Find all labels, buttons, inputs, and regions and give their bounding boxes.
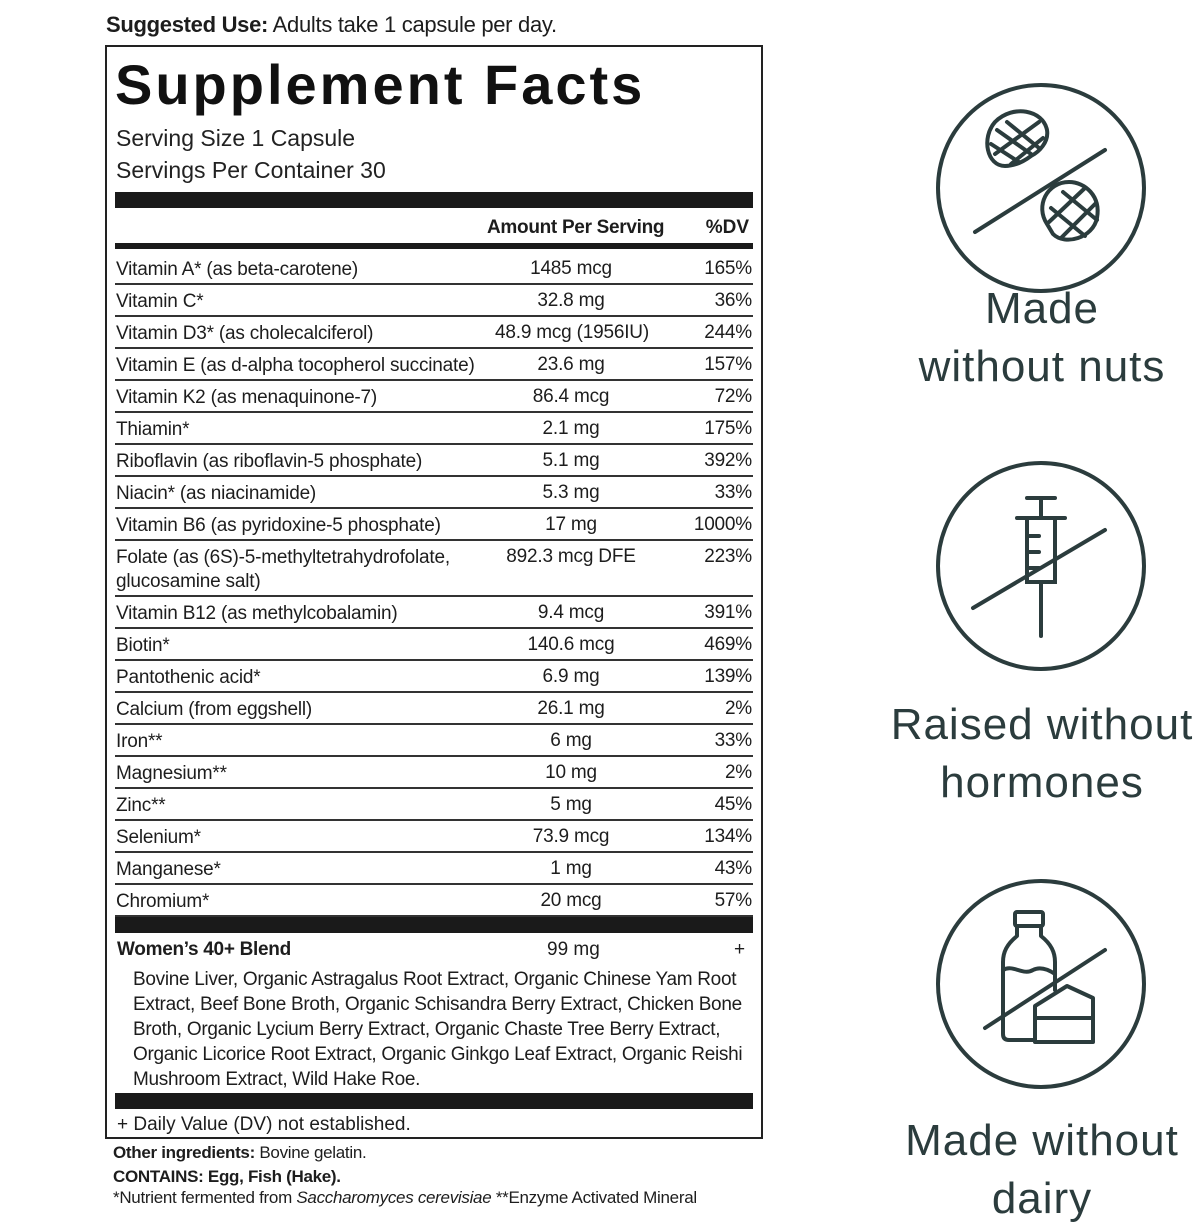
nutrient-dv: 175% [704, 418, 752, 439]
nutrient-row [115, 725, 753, 757]
nutrient-dv: 392% [704, 450, 752, 471]
nutrient-dv: 139% [704, 666, 752, 687]
nutrient-amount: 9.4 mcg [537, 602, 605, 623]
nutrient-amount: 6 mg [550, 730, 592, 751]
dv-footnote: + Daily Value (DV) not established. [117, 1114, 411, 1135]
nutrient-dv: 165% [704, 258, 752, 279]
nutrient-dv: 134% [704, 826, 752, 847]
nutrient-dv: 2% [724, 762, 752, 783]
nutrient-name: Niacin* (as niacinamide) [116, 483, 317, 504]
nutrient-name: Vitamin E (as d-alpha tocopherol succinate) [116, 355, 475, 376]
divider-bar [115, 917, 753, 933]
nutrient-name: Vitamin C* [116, 291, 204, 312]
no-hormones-icon [935, 460, 1147, 672]
nutrient-amount: 32.8 mg [537, 290, 605, 311]
nutrient-name: Magnesium** [116, 763, 227, 784]
nutrient-amount: 5.3 mg [542, 482, 600, 503]
suggested-use [106, 12, 557, 38]
nutrient-row [115, 693, 753, 725]
nutrient-row [115, 349, 753, 381]
nutrient-name: Selenium* [116, 827, 201, 848]
blend-name: Women’s 40+ Blend [117, 939, 291, 960]
blend-ingredients: Bovine Liver, Organic Astragalus Root Extract, Organic Chinese Yam Root Extract, Beef Bone Broth, Organic Schisandra Berry Extract, Chicken Bone Broth, Organic Lycium Berry Extract, Organic Chaste Tree Berry Extract, Organic Licorice Root Extract, Organic Ginkgo Leaf Extract, Organic Reishi Mushroom Extract, Wild Hake Roe. [133, 969, 743, 1090]
divider-bar [115, 243, 753, 249]
nutrient-amount: 23.6 mg [537, 354, 605, 375]
nutrient-name: Riboflavin (as riboflavin-5 phosphate) [116, 451, 423, 472]
allergen-contains: CONTAINS: Egg, Fish (Hake). [113, 1167, 341, 1186]
divider-bar [115, 1093, 753, 1109]
nutrient-amount: 1 mg [550, 858, 592, 879]
nutrient-row [115, 541, 753, 597]
nutrient-name: Chromium* [116, 891, 210, 912]
fine-print-suffix: **Enzyme Activated Mineral [495, 1188, 697, 1207]
nutrient-amount: 10 mg [545, 762, 597, 783]
fine-print-organism: Saccharomyces cerevisiae [296, 1188, 492, 1207]
nutrient-row [115, 285, 753, 317]
nutrient-name: Vitamin D3* (as cholecalciferol) [116, 323, 374, 344]
no-nuts-icon [935, 82, 1147, 294]
nutrient-name: Vitamin K2 (as menaquinone-7) [116, 387, 378, 408]
nutrient-name: Vitamin B12 (as methylcobalamin) [116, 603, 398, 624]
badge-label: Raised without hormones [890, 700, 1194, 807]
nutrient-amount: 5 mg [550, 794, 592, 815]
nutrient-dv: 391% [704, 602, 752, 623]
nutrient-name: Thiamin* [116, 419, 190, 440]
nutrient-name: Biotin* [116, 635, 170, 656]
nutrient-row [115, 445, 753, 477]
nutrient-row [115, 629, 753, 661]
nutrient-name: Calcium (from eggshell) [116, 699, 313, 720]
supplement-facts-panel [105, 45, 763, 1139]
nutrient-dv: 469% [704, 634, 752, 655]
no-dairy-icon [935, 878, 1147, 1090]
nutrient-dv: 57% [714, 890, 752, 911]
nutrient-amount: 73.9 mcg [532, 826, 610, 847]
nutrient-row [115, 821, 753, 853]
nutrient-amount: 5.1 mg [542, 450, 600, 471]
nutrient-amount: 2.1 mg [542, 418, 600, 439]
nutrient-name: Pantothenic acid* [116, 667, 261, 688]
nutrient-amount: 20 mcg [540, 890, 602, 911]
header-amount: Amount Per Serving [487, 217, 665, 238]
nutrient-dv: 1000% [693, 514, 752, 535]
nutrient-amount: 17 mg [545, 514, 597, 535]
nutrient-name: Vitamin B6 (as pyridoxine-5 phosphate) [116, 515, 441, 536]
badge-label: Made without dairy [905, 1116, 1179, 1223]
fine-print [113, 1188, 697, 1208]
serving-size: Serving Size 1 Capsule [116, 125, 356, 151]
badge-label: Made without nuts [918, 284, 1166, 391]
nutrient-amount: 6.9 mg [542, 666, 600, 687]
divider-bar [115, 192, 753, 208]
nutrient-name: Zinc** [116, 795, 166, 816]
blend-dv: + [734, 939, 746, 960]
nutrient-amount: 140.6 mcg [527, 634, 615, 655]
nutrient-amount: 1485 mcg [530, 258, 612, 279]
nutrient-dv: 33% [714, 730, 752, 751]
suggested-use-text: Adults take 1 capsule per day. [272, 12, 557, 37]
suggested-use-label: Suggested Use: [106, 12, 269, 37]
nutrient-amount: 26.1 mg [537, 698, 605, 719]
nutrient-dv: 36% [714, 290, 752, 311]
nutrient-dv: 244% [704, 322, 752, 343]
nutrient-row [115, 413, 753, 445]
nutrient-row [115, 885, 753, 917]
nutrient-row [115, 381, 753, 413]
nutrient-name: Iron** [116, 731, 163, 752]
nutrient-row [115, 661, 753, 693]
nutrient-row [115, 317, 753, 349]
servings-per-container: Servings Per Container 30 [116, 157, 386, 183]
nutrient-amount: 86.4 mcg [532, 386, 610, 407]
nutrient-row [115, 789, 753, 821]
nutrient-amount: 48.9 mcg (1956IU) [495, 322, 649, 343]
nutrient-table [115, 253, 753, 917]
nutrient-dv: 223% [704, 546, 752, 567]
nutrient-name: Vitamin A* (as beta-carotene) [116, 259, 359, 280]
other-ingredients [113, 1143, 366, 1163]
nutrient-dv: 72% [714, 386, 752, 407]
nutrient-row [115, 477, 753, 509]
nutrient-dv: 157% [704, 354, 752, 375]
fine-print-prefix: *Nutrient fermented from [113, 1188, 292, 1207]
nutrient-name: Folate (as (6S)-5-methyltetrahydrofolate, glucosamine salt) [116, 547, 450, 592]
header-dv: %DV [705, 217, 749, 238]
other-ingredients-label: Other ingredients: [113, 1143, 255, 1162]
nutrient-row [115, 597, 753, 629]
nutrient-row [115, 757, 753, 789]
other-ingredients-text: Bovine gelatin. [259, 1143, 367, 1162]
nutrient-row [115, 253, 753, 285]
facts-title: Supplement Facts [115, 53, 646, 116]
nutrient-dv: 43% [714, 858, 752, 879]
nutrient-name: Manganese* [116, 859, 221, 880]
nutrient-dv: 45% [714, 794, 752, 815]
nutrient-dv: 2% [724, 698, 752, 719]
nutrient-row [115, 509, 753, 541]
nutrient-amount: 892.3 mcg DFE [506, 546, 636, 567]
nutrient-dv: 33% [714, 482, 752, 503]
nutrient-row [115, 853, 753, 885]
blend-amount: 99 mg [547, 939, 600, 960]
